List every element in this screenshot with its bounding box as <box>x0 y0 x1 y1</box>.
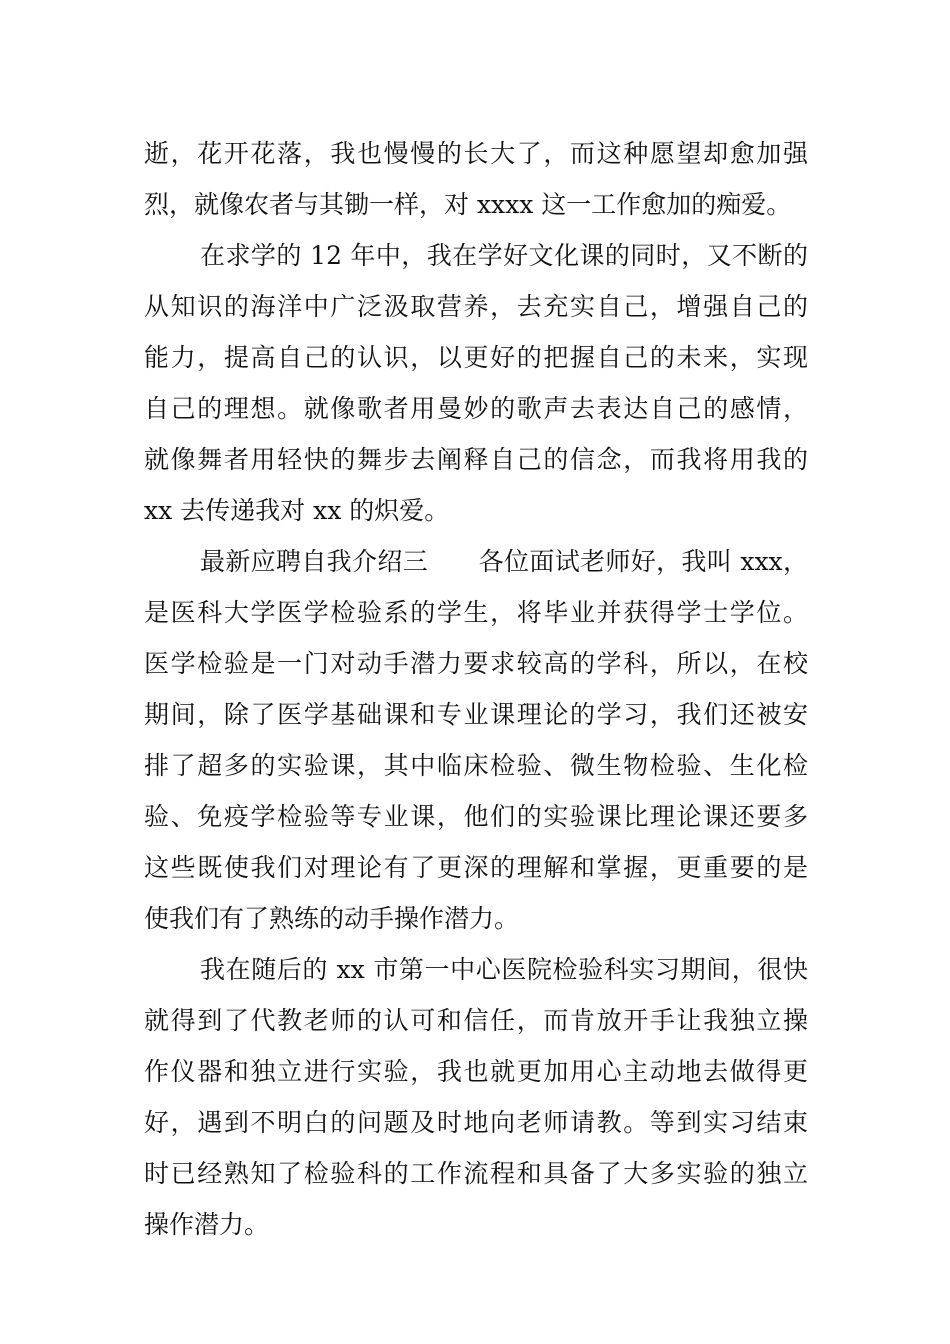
text-line: 烈，就像农者与其锄一样，对 xxxx 这一工作愈加的痴爱。 <box>144 190 792 219</box>
text-line: 好，遇到不明白的问题及时地向老师请教。等到实习结束 <box>144 1108 808 1137</box>
text-line: xx 去传递我对 xx 的炽爱。 <box>144 496 450 525</box>
text-line: 期间，除了医学基础课和专业课理论的学习，我们还被安 <box>144 700 808 729</box>
text-line: 能力，提高自己的认识，以更好的把握自己的未来，实现 <box>144 343 808 372</box>
text-line: 验、免疫学检验等专业课，他们的实验课比理论课还要多 <box>144 802 808 831</box>
text-line: 医学检验是一门对动手潜力要求较高的学科，所以，在校 <box>144 649 808 678</box>
text-line: 就得到了代教老师的认可和信任，而肯放开手让我独立操 <box>144 1006 808 1035</box>
text-line: 自己的理想。就像歌者用曼妙的歌声去表达自己的感情， <box>144 394 808 423</box>
text-line: 逝，花开花落，我也慢慢的长大了，而这种愿望却愈加强 <box>144 139 808 168</box>
text-line: 我在随后的 xx 市第一中心医院检验科实习期间，很快 <box>200 955 808 984</box>
text-line: 是医科大学医学检验系的学生，将毕业并获得学士学位。 <box>144 598 808 627</box>
text-line: 就像舞者用轻快的舞步去阐释自己的信念，而我将用我的 <box>144 445 808 474</box>
text-line: 排了超多的实验课，其中临床检验、微生物检验、生化检 <box>144 751 808 780</box>
text-line: 使我们有了熟练的动手操作潜力。 <box>144 904 520 933</box>
body-text <box>144 128 808 1250</box>
text-line: 时已经熟知了检验科的工作流程和具备了大多实验的独立 <box>144 1159 808 1188</box>
text-line: 操作潜力。 <box>144 1210 270 1239</box>
text-line: 从知识的海洋中广泛汲取营养，去充实自己，增强自己的 <box>144 292 808 321</box>
text-line: 在求学的 12 年中，我在学好文化课的同时，又不断的 <box>200 241 808 270</box>
text-line: 这些既使我们对理论有了更深的理解和掌握，更重要的是 <box>144 853 808 882</box>
text-line: 最新应聘自我介绍三 各位面试老师好，我叫 xxx， <box>200 547 808 576</box>
text-line: 作仪器和独立进行实验，我也就更加用心主动地去做得更 <box>144 1057 808 1086</box>
